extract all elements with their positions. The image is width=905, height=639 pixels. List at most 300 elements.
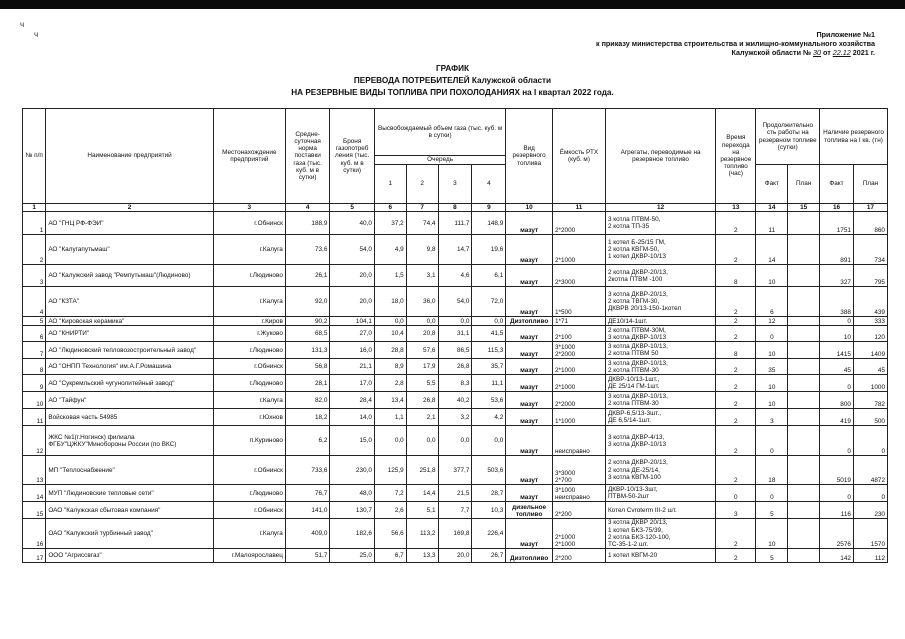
cell-q2: 14,4 — [406, 485, 438, 502]
cell-q2: 9,8 — [406, 235, 438, 265]
cell-q1: 0,0 — [374, 317, 406, 326]
cell-q3: 0,0 — [438, 426, 472, 456]
cell-time: 2 — [716, 392, 756, 409]
cell-aplan: 734 — [853, 235, 887, 265]
cell-cap: 2*200 — [552, 502, 605, 519]
col-location: Местонахождение предприятий — [213, 109, 285, 204]
cell-res: 130,7 — [330, 502, 375, 519]
cell-aplan: 0 — [853, 485, 887, 502]
cell-q1: 37,2 — [374, 212, 406, 235]
cell-n: 12 — [23, 426, 46, 456]
col-capacity: Ёмкость РТХ (куб. м) — [552, 109, 605, 204]
cell-fuel: мазут — [506, 235, 553, 265]
cell-loc: г.Людиново — [213, 485, 285, 502]
cell-q4: 10,3 — [472, 502, 506, 519]
col-num: № п/п — [23, 109, 46, 204]
table-row — [23, 519, 888, 549]
cell-norm: 56,8 — [285, 359, 330, 375]
cell-q1: 2,8 — [374, 375, 406, 392]
cell-q3: 26,8 — [438, 359, 472, 375]
cell-dfact: 10 — [756, 265, 788, 287]
cell-dfact: 10 — [756, 519, 788, 549]
col-units: Агрегаты, переводимые на резервное топливо — [605, 109, 715, 204]
cell-loc: г.Людиново — [213, 342, 285, 359]
cell-norm: 90,2 — [285, 317, 330, 326]
col-q3: 3 — [438, 165, 472, 204]
cell-name: АО "Людиновский тепловозостроительный завод" — [46, 342, 213, 359]
cell-loc: г.Калуга — [213, 235, 285, 265]
cell-res: 27,0 — [330, 326, 375, 342]
cell-aplan: 230 — [853, 502, 887, 519]
cell-cap: 2*3000 — [552, 265, 605, 287]
cell-loc: г.Калуга — [213, 287, 285, 317]
cell-aplan: 1570 — [853, 519, 887, 549]
cell-fuel: мазут — [506, 375, 553, 392]
cell-q1: 8,9 — [374, 359, 406, 375]
cell-units: 1 котел Б-25/15 ГМ, 2 котла КВГМ-50, 1 котел ДКВР-10/13 — [605, 235, 715, 265]
cell-time: 3 — [716, 502, 756, 519]
cell-fuel: мазут — [506, 392, 553, 409]
column-number: 17 — [853, 204, 887, 212]
cell-units: 3 котла ПТВМ-50, 2 котла ТП-35 — [605, 212, 715, 235]
cell-units: 3 котла ДКВР-10/13, 2 котла ПТВМ 50 — [605, 342, 715, 359]
cell-afact: 388 — [820, 287, 854, 317]
cell-units: 2 котла ПТВМ-30М, 3 котла ДКВР-10/13 — [605, 326, 715, 342]
cell-loc: г.Обнинск — [213, 502, 285, 519]
column-number: 7 — [406, 204, 438, 212]
table-row — [23, 265, 888, 287]
cell-norm: 92,0 — [285, 287, 330, 317]
cell-afact: 0 — [820, 317, 854, 326]
appendix-ot: от — [823, 48, 831, 57]
cell-name: ОАО "Калужский турбинный завод" — [46, 519, 213, 549]
cell-aplan: 1409 — [853, 342, 887, 359]
cell-cap: 2*1000 — [552, 235, 605, 265]
cell-cap: 2*100 — [552, 326, 605, 342]
cell-res: 28,4 — [330, 392, 375, 409]
scan-mark: ч — [20, 20, 25, 29]
cell-q1: 56,6 — [374, 519, 406, 549]
cell-dfact: 0 — [756, 326, 788, 342]
cell-q4: 26,7 — [472, 549, 506, 563]
cell-time: 2 — [716, 456, 756, 485]
table-body — [23, 212, 888, 563]
cell-norm: 51,7 — [285, 549, 330, 563]
table-row — [23, 212, 888, 235]
cell-units: 3 котла ДКВР-10/13, 2 котла ПТВМ-30 — [605, 392, 715, 409]
cell-name: МП "Теплоснабжение" — [46, 456, 213, 485]
col-availability: Наличие резервного топлива на I кв. (тн) — [820, 109, 888, 165]
cell-dfact: 10 — [756, 342, 788, 359]
col-duration-fact: Факт — [756, 165, 788, 204]
cell-fuel: Дизтопливо — [506, 317, 553, 326]
cell-aplan: 120 — [853, 326, 887, 342]
cell-units: 2 котла ДКВР-20/13, 2котла ПТВМ -100 — [605, 265, 715, 287]
cell-name: ЖКС №1(г.Ногинск) филиала ФГБУ"ЦЖКУ"Минобороны России (по ВКС) — [46, 426, 213, 456]
cell-q1: 1,1 — [374, 409, 406, 426]
cell-time: 2 — [716, 359, 756, 375]
cell-aplan: 45 — [853, 359, 887, 375]
cell-time: 0 — [716, 485, 756, 502]
table-row — [23, 375, 888, 392]
cell-aplan: 333 — [853, 317, 887, 326]
cell-dplan — [788, 549, 820, 563]
cell-q3: 21,5 — [438, 485, 472, 502]
cell-dplan — [788, 359, 820, 375]
cell-dfact: 6 — [756, 287, 788, 317]
cell-afact: 327 — [820, 265, 854, 287]
column-number: 2 — [46, 204, 213, 212]
cell-res: 21,1 — [330, 359, 375, 375]
schedule-table — [22, 108, 888, 563]
cell-n: 3 — [23, 265, 46, 287]
col-avail-fact: Факт — [820, 165, 854, 204]
cell-units: ДКВР-6,5/13-3шт., ДЕ 6,5/14-1шт. — [605, 409, 715, 426]
cell-n: 14 — [23, 485, 46, 502]
cell-units: ДКВР-10/13-1шт., ДЕ 25/14 ГМ-1шт. — [605, 375, 715, 392]
cell-q1: 7,2 — [374, 485, 406, 502]
cell-q3: 54,0 — [438, 287, 472, 317]
cell-n: 13 — [23, 456, 46, 485]
cell-dfact: 5 — [756, 549, 788, 563]
cell-afact: 800 — [820, 392, 854, 409]
cell-q2: 2,1 — [406, 409, 438, 426]
cell-fuel: мазут — [506, 212, 553, 235]
cell-q4: 19,6 — [472, 235, 506, 265]
col-switch-time: Время перехода на резервное топливо (час) — [716, 109, 756, 204]
cell-dplan — [788, 342, 820, 359]
column-number: 12 — [605, 204, 715, 212]
cell-cap: 1*1000 — [552, 409, 605, 426]
cell-afact: 10 — [820, 326, 854, 342]
cell-fuel: мазут — [506, 265, 553, 287]
appendix-region: Калужской области № — [731, 48, 811, 57]
cell-q3: 8,3 — [438, 375, 472, 392]
cell-norm: 188,9 — [285, 212, 330, 235]
col-duration-plan: План — [788, 165, 820, 204]
table-row — [23, 317, 888, 326]
cell-name: АО "Тайфун" — [46, 392, 213, 409]
cell-q2: 13,3 — [406, 549, 438, 563]
cell-n: 6 — [23, 326, 46, 342]
cell-name: АО "ОНПП Технология" им.А.Г.Ромашина — [46, 359, 213, 375]
cell-loc: г.Обнинск — [213, 456, 285, 485]
col-avail-plan: План — [853, 165, 887, 204]
cell-n: 4 — [23, 287, 46, 317]
cell-time: 2 — [716, 287, 756, 317]
cell-q3: 7,7 — [438, 502, 472, 519]
cell-cap: 2*2000 — [552, 212, 605, 235]
order-date: 22.12 — [832, 48, 851, 57]
cell-n: 5 — [23, 317, 46, 326]
cell-q2: 74,4 — [406, 212, 438, 235]
cell-res: 54,0 — [330, 235, 375, 265]
table-row — [23, 342, 888, 359]
table-row — [23, 287, 888, 317]
cell-aplan: 0 — [853, 426, 887, 456]
cell-n: 15 — [23, 502, 46, 519]
cell-name: Войсковая часть 54985 — [46, 409, 213, 426]
table-row — [23, 426, 888, 456]
cell-n: 9 — [23, 375, 46, 392]
column-number: 15 — [788, 204, 820, 212]
column-number: 14 — [756, 204, 788, 212]
cell-q3: 377,7 — [438, 456, 472, 485]
cell-q4: 4,2 — [472, 409, 506, 426]
cell-cap: 2*2000 — [552, 392, 605, 409]
cell-time: 2 — [716, 317, 756, 326]
cell-q2: 36,0 — [406, 287, 438, 317]
cell-time: 2 — [716, 212, 756, 235]
cell-loc: г.Обнинск — [213, 359, 285, 375]
cell-norm: 68,5 — [285, 326, 330, 342]
cell-dfact: 0 — [756, 485, 788, 502]
cell-aplan: 782 — [853, 392, 887, 409]
col-name: Наименование предприятий — [46, 109, 213, 204]
cell-afact: 5019 — [820, 456, 854, 485]
cell-name: АО "Кировская керамика" — [46, 317, 213, 326]
cell-fuel: мазут — [506, 409, 553, 426]
column-number: 11 — [552, 204, 605, 212]
cell-q4: 503,6 — [472, 456, 506, 485]
cell-q2: 0,0 — [406, 426, 438, 456]
cell-afact: 116 — [820, 502, 854, 519]
cell-q2: 20,8 — [406, 326, 438, 342]
cell-aplan: 860 — [853, 212, 887, 235]
cell-n: 1 — [23, 212, 46, 235]
cell-dplan — [788, 212, 820, 235]
cell-name: ОАО "Калужская сбытовая компания" — [46, 502, 213, 519]
cell-q2: 5,1 — [406, 502, 438, 519]
cell-norm: 82,0 — [285, 392, 330, 409]
title-line1: ГРАФИК — [436, 64, 469, 73]
cell-q4: 0,0 — [472, 426, 506, 456]
cell-loc: г.Людиново — [213, 265, 285, 287]
cell-aplan: 112 — [853, 549, 887, 563]
order-year: 2021 г. — [852, 48, 875, 57]
cell-res: 25,0 — [330, 549, 375, 563]
cell-res: 20,0 — [330, 265, 375, 287]
cell-norm: 26,1 — [285, 265, 330, 287]
cell-q2: 251,8 — [406, 456, 438, 485]
cell-loc: г.Людиново — [213, 375, 285, 392]
cell-loc: г.Калуга — [213, 392, 285, 409]
col-queue: Очередь — [374, 156, 505, 165]
cell-dfact: 10 — [756, 392, 788, 409]
cell-afact: 1751 — [820, 212, 854, 235]
cell-q3: 0,0 — [438, 317, 472, 326]
column-number: 10 — [506, 204, 553, 212]
cell-dplan — [788, 426, 820, 456]
cell-units: ДКВР-10/13-3шт, ПТВМ-50-2шт — [605, 485, 715, 502]
cell-q3: 40,2 — [438, 392, 472, 409]
cell-norm: 6,2 — [285, 426, 330, 456]
title-line2: ПЕРЕВОДА ПОТРЕБИТЕЛЕЙ Калужской области — [353, 76, 552, 85]
cell-dplan — [788, 317, 820, 326]
cell-norm: 141,0 — [285, 502, 330, 519]
cell-q3: 86,5 — [438, 342, 472, 359]
cell-fuel: Дизтопливо — [506, 549, 553, 563]
cell-res: 20,0 — [330, 287, 375, 317]
cell-cap: 2*1000 — [552, 359, 605, 375]
col-q2: 2 — [406, 165, 438, 204]
cell-cap: 2*1000 — [552, 375, 605, 392]
cell-res: 182,6 — [330, 519, 375, 549]
cell-fuel: мазут — [506, 519, 553, 549]
cell-dplan — [788, 392, 820, 409]
cell-q3: 4,6 — [438, 265, 472, 287]
cell-q4: 6,1 — [472, 265, 506, 287]
cell-cap: 1*71 — [552, 317, 605, 326]
cell-name: ООО "Агриссвгаз" — [46, 549, 213, 563]
cell-q4: 0,0 — [472, 317, 506, 326]
column-number: 1 — [23, 204, 46, 212]
cell-time: 2 — [716, 549, 756, 563]
cell-loc: г.Калуга — [213, 519, 285, 549]
appendix-title: Приложение №1 — [816, 30, 875, 39]
cell-n: 2 — [23, 235, 46, 265]
table-row — [23, 549, 888, 563]
column-number: 5 — [330, 204, 375, 212]
col-q4: 4 — [472, 165, 506, 204]
column-number: 4 — [285, 204, 330, 212]
cell-dfact: 14 — [756, 235, 788, 265]
title-line3: НА РЕЗЕРВНЫЕ ВИДЫ ТОПЛИВА ПРИ ПОХОЛОДАНИЯХ на I квартал 2022 года. — [291, 88, 614, 97]
cell-q4: 53,6 — [472, 392, 506, 409]
cell-dfact: 5 — [756, 502, 788, 519]
cell-dfact: 18 — [756, 456, 788, 485]
cell-dplan — [788, 235, 820, 265]
cell-cap: 2*1000 2*1000 — [552, 519, 605, 549]
cell-q1: 18,0 — [374, 287, 406, 317]
cell-q3: 169,8 — [438, 519, 472, 549]
col-avg-norm: Средне-суточная норма поставки газа (тыс. куб. м в сутки) — [285, 109, 330, 204]
cell-aplan: 1000 — [853, 375, 887, 392]
cell-units: 3 котла ДКВР-10/13, 2 котла ПТВМ-30 — [605, 359, 715, 375]
table-row — [23, 409, 888, 426]
cell-aplan: 439 — [853, 287, 887, 317]
cell-afact: 142 — [820, 549, 854, 563]
cell-res: 14,0 — [330, 409, 375, 426]
cell-time: 2 — [716, 375, 756, 392]
cell-afact: 45 — [820, 359, 854, 375]
cell-units: Котел Cvroterm III-2 шт. — [605, 502, 715, 519]
col-duration: Продолжительно сть работы на резервном топливе (сутки) — [756, 109, 820, 165]
cell-dplan — [788, 326, 820, 342]
cell-loc: г.Обнинск — [213, 212, 285, 235]
cell-q3: 3,2 — [438, 409, 472, 426]
cell-dplan — [788, 287, 820, 317]
cell-q2: 26,8 — [406, 392, 438, 409]
cell-q4: 41,5 — [472, 326, 506, 342]
cell-dplan — [788, 375, 820, 392]
cell-n: 17 — [23, 549, 46, 563]
cell-q4: 11,1 — [472, 375, 506, 392]
cell-loc: г.Малоярославец — [213, 549, 285, 563]
cell-fuel: мазут — [506, 342, 553, 359]
cell-q4: 115,3 — [472, 342, 506, 359]
cell-loc: г.Жуково — [213, 326, 285, 342]
cell-afact: 1415 — [820, 342, 854, 359]
cell-norm: 28,1 — [285, 375, 330, 392]
cell-n: 8 — [23, 359, 46, 375]
cell-name: АО "ГНЦ РФ-ФЭИ" — [46, 212, 213, 235]
table-row — [23, 392, 888, 409]
cell-fuel: мазут — [506, 456, 553, 485]
cell-q1: 6,7 — [374, 549, 406, 563]
cell-cap: 3*1000 неисправно — [552, 485, 605, 502]
column-number: 8 — [438, 204, 472, 212]
cell-afact: 0 — [820, 426, 854, 456]
cell-dplan — [788, 519, 820, 549]
cell-dplan — [788, 409, 820, 426]
cell-time: 8 — [716, 342, 756, 359]
cell-q1: 10,4 — [374, 326, 406, 342]
cell-res: 230,0 — [330, 456, 375, 485]
cell-units: 3 котла ДКВР-20/13, 2 котла ТВГМ-30, ДКВРВ 20/13-150-1котел — [605, 287, 715, 317]
cell-time: 2 — [716, 326, 756, 342]
cell-cap: 1*500 — [552, 287, 605, 317]
cell-n: 10 — [23, 392, 46, 409]
scan-top-border — [0, 0, 905, 9]
column-number: 16 — [820, 204, 854, 212]
cell-res: 48,0 — [330, 485, 375, 502]
cell-dfact: 0 — [756, 426, 788, 456]
cell-dplan — [788, 456, 820, 485]
cell-cap: 3*1000 2*2000 — [552, 342, 605, 359]
col-q1: 1 — [374, 165, 406, 204]
cell-norm: 131,3 — [285, 342, 330, 359]
col-released: Высвобождаемый объем газа (тыс. куб. м в сутки) — [374, 109, 505, 156]
cell-norm: 409,0 — [285, 519, 330, 549]
column-number: 13 — [716, 204, 756, 212]
cell-q1: 28,8 — [374, 342, 406, 359]
cell-time: 8 — [716, 265, 756, 287]
cell-fuel: мазут — [506, 359, 553, 375]
cell-n: 7 — [23, 342, 46, 359]
cell-afact: 0 — [820, 375, 854, 392]
column-number: 3 — [213, 204, 285, 212]
cell-q3: 31,1 — [438, 326, 472, 342]
appendix-block — [545, 30, 875, 57]
cell-fuel: мазут — [506, 326, 553, 342]
cell-res: 15,0 — [330, 426, 375, 456]
column-number: 6 — [374, 204, 406, 212]
cell-norm: 733,6 — [285, 456, 330, 485]
cell-dfact: 12 — [756, 317, 788, 326]
col-fuel: Вид резервного топлива — [506, 109, 553, 204]
column-number-row — [23, 204, 888, 212]
cell-cap: 3*3000 2*700 — [552, 456, 605, 485]
cell-q1: 1,5 — [374, 265, 406, 287]
cell-cap: 2*200 — [552, 549, 605, 563]
cell-name: АО "Калужский завод "Ремпутьмаш"(Людиново) — [46, 265, 213, 287]
cell-q4: 72,0 — [472, 287, 506, 317]
column-number: 9 — [472, 204, 506, 212]
cell-res: 17,0 — [330, 375, 375, 392]
cell-q3: 20,0 — [438, 549, 472, 563]
cell-aplan: 4872 — [853, 456, 887, 485]
table-row — [23, 326, 888, 342]
cell-res: 40,0 — [330, 212, 375, 235]
cell-dfact: 10 — [756, 375, 788, 392]
cell-afact: 2576 — [820, 519, 854, 549]
table-row — [23, 485, 888, 502]
table-row — [23, 456, 888, 485]
cell-time: 2 — [716, 426, 756, 456]
cell-q1: 0,0 — [374, 426, 406, 456]
cell-q4: 148,9 — [472, 212, 506, 235]
